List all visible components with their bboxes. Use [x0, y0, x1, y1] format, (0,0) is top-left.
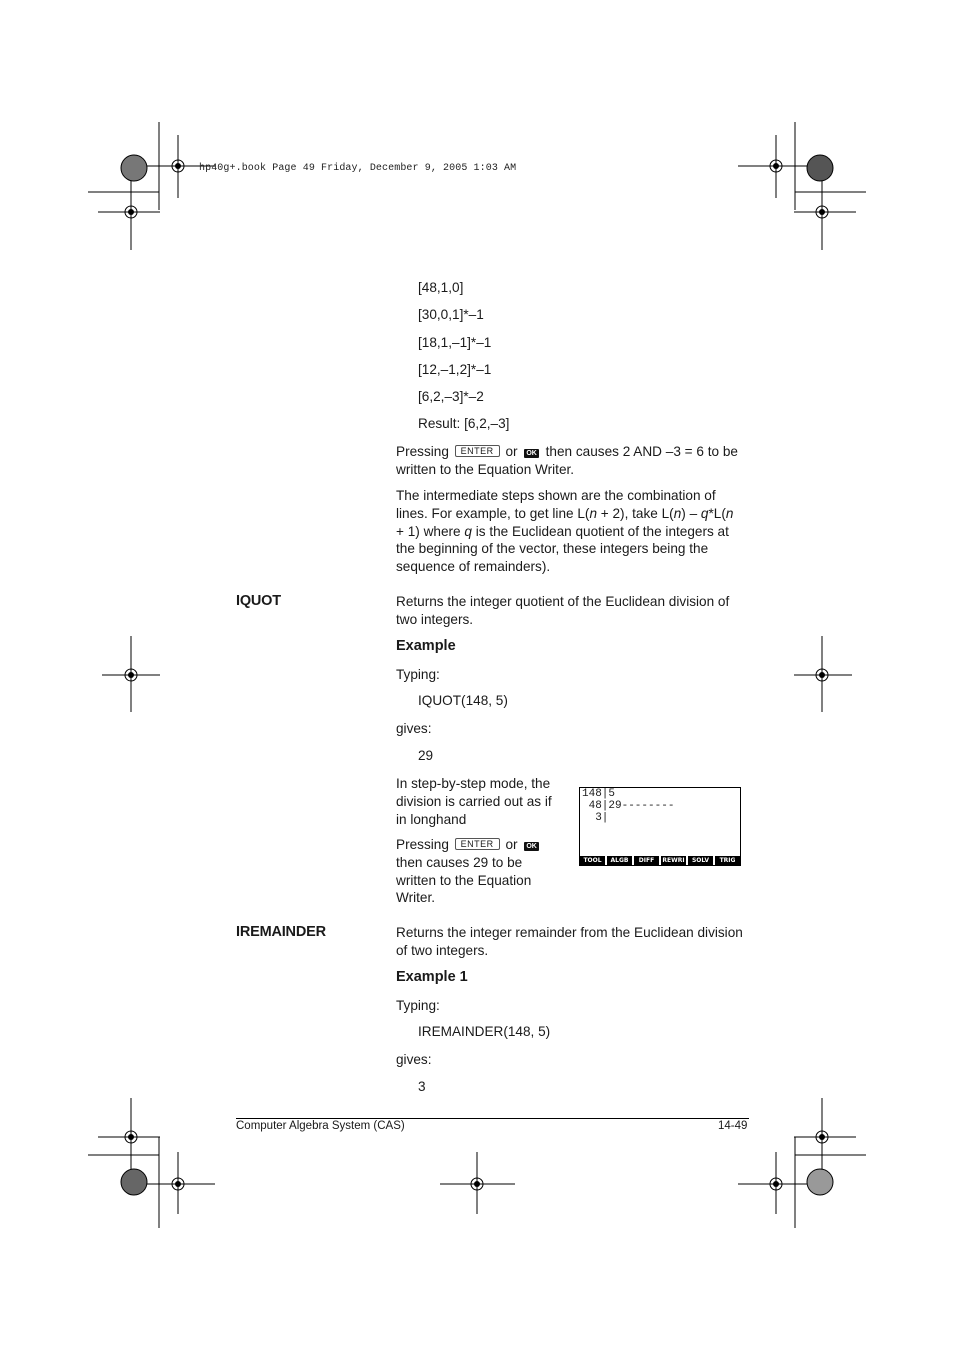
iremainder-example-heading: Example 1 — [396, 969, 468, 985]
press-paragraph: Pressing ENTER or OK then causes 2 AND –3 = 6 to be written to the Equation Writer. — [396, 444, 738, 477]
step-line: [18,1,–1]*–1 — [418, 335, 492, 350]
screen-row: 148|5 — [582, 788, 616, 800]
book-header-meta: hp40g+.book Page 49 Friday, December 9, 2005 1:03 AM — [199, 163, 517, 174]
iquot-step-paragraph: In step-by-step mode, the division is carried out as if in longhand — [396, 776, 552, 827]
iremainder-gives-label: gives: — [396, 1052, 432, 1067]
iremainder-code: IREMAINDER(148, 5) — [418, 1024, 551, 1039]
ok-softkey-icon: OK — [526, 450, 537, 457]
menu-algb: ALGB — [607, 856, 632, 865]
menu-trig: TRIG — [715, 856, 740, 865]
calculator-screen — [579, 787, 741, 866]
iquot-typing-label: Typing: — [396, 667, 440, 682]
iquot-code: IQUOT(148, 5) — [418, 693, 508, 708]
footer-rule — [236, 1118, 749, 1119]
menu-diff: DIFF — [634, 856, 659, 865]
intermediate-paragraph: The intermediate steps shown are the combination of lines. For example, to get line L(n + 2), take L(n) – q*L(n + 1) where q is the Euclidean quotient of the integers at the beginning of the vector, these integers being the sequence of remainders). — [396, 488, 734, 575]
iquot-gives-label: gives: — [396, 721, 432, 736]
iremainder-result: 3 — [418, 1079, 426, 1094]
iquot-press-paragraph: Pressing ENTER or OK then causes 29 to be written to the Equation Writer. — [396, 837, 537, 906]
menu-tool: TOOL — [580, 856, 605, 865]
screen-menu-bar — [580, 856, 740, 865]
iremainder-typing-label: Typing: — [396, 998, 440, 1013]
screen-row: 3| — [582, 812, 609, 824]
iremainder-description: Returns the integer remainder from the Euclidean division of two integers. — [396, 925, 743, 958]
screen-row: 48|29-------- — [582, 800, 675, 812]
result-line: Result: [6,2,–3] — [418, 416, 510, 431]
footer-section-title: Computer Algebra System (CAS) — [236, 1120, 405, 1132]
step-line: [6,2,–3]*–2 — [418, 389, 484, 404]
term-iquot: IQUOT — [236, 593, 281, 609]
term-iremainder: IREMAINDER — [236, 924, 326, 940]
step-line: [48,1,0] — [418, 280, 464, 295]
menu-solv: SOLV — [688, 856, 713, 865]
iquot-result: 29 — [418, 748, 434, 763]
enter-key-icon: ENTER — [455, 445, 500, 457]
footer-page-number: 14-49 — [718, 1120, 748, 1132]
iquot-description: Returns the integer quotient of the Euclidean division of two integers. — [396, 594, 730, 627]
ok-softkey-icon: OK — [526, 843, 537, 850]
iquot-example-heading: Example — [396, 638, 456, 654]
enter-key-icon: ENTER — [455, 838, 500, 850]
step-line: [12,–1,2]*–1 — [418, 362, 492, 377]
menu-rewri: REWRI — [662, 857, 685, 864]
step-line: [30,0,1]*–1 — [418, 307, 484, 322]
